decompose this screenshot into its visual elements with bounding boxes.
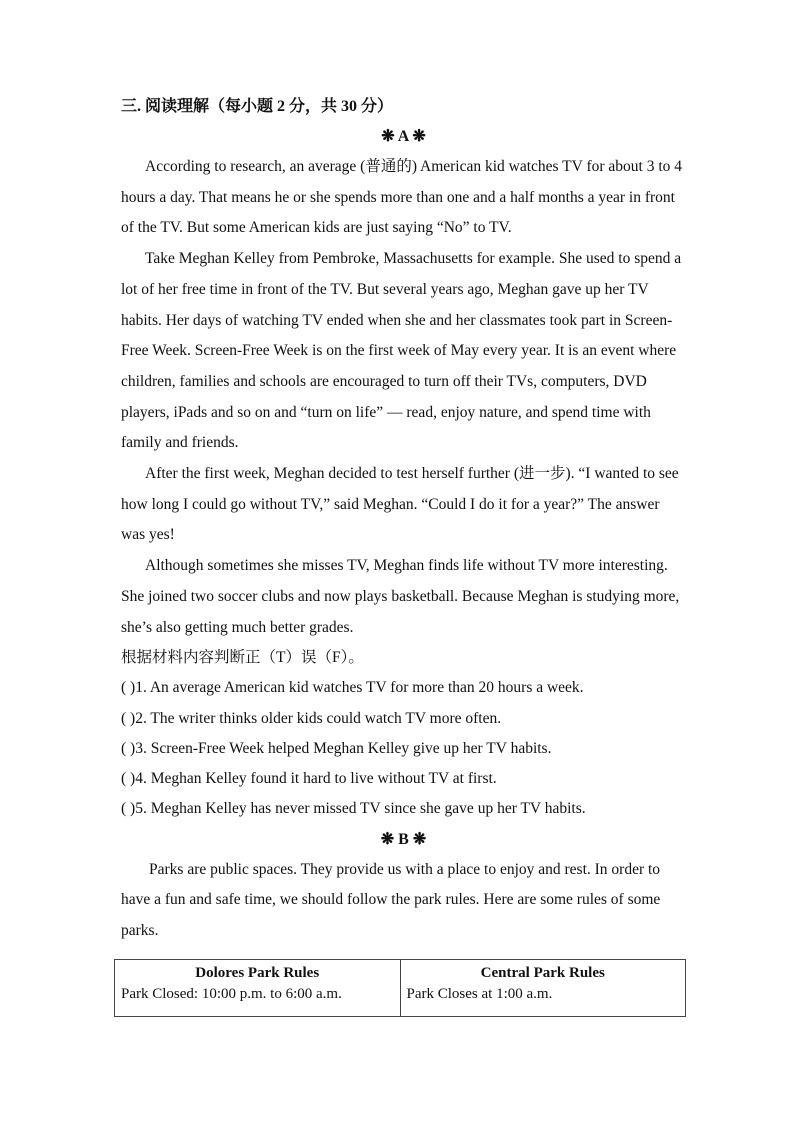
passage-a-paragraph-3: After the first week, Meghan decided to test herself further (进一步). “I wanted to see how long I could go without TV,” said Meghan. “Could I do it for a year?” The answer was yes!	[121, 465, 679, 544]
passage-a-heading: ❋ A ❋	[381, 128, 426, 145]
passage-b-intro: Parks are public spaces. They provide us with a place to enjoy and rest. In order to have a fun and safe time, we should follow the park rules. Here are some rules of some parks.	[121, 860, 661, 940]
passage-b-heading: ❋ B ❋	[380, 830, 427, 848]
question-4: ( )4. Meghan Kelley found it hard to live without TV at first.	[121, 770, 497, 788]
passage-a-paragraph-1: According to research, an average (普通的) American kid watches TV for about 3 to 4 hours a day. That means he or she spends more than one and a half months a year in front of the TV. But some American kids are just saying “No” to TV.	[121, 158, 683, 237]
dolores-park-closing: Park Closed: 10:00 p.m. to 6:00 a.m.	[115, 986, 401, 1017]
question-1: ( )1. An average American kid watches TV for more than 20 hours a week.	[121, 679, 584, 697]
true-false-instruction: 根据材料内容判断正（T）误（F）。	[121, 649, 364, 667]
question-2: ( )2. The writer thinks older kids could watch TV more often.	[121, 709, 502, 727]
passage-a	[121, 122, 686, 825]
central-park-header: Central Park Rules	[400, 960, 686, 987]
passage-a-paragraph-4: Although sometimes she misses TV, Meghan finds life without TV more interesting. She joined two soccer clubs and now plays basketball. Because Meghan is studying more, she’s also getting much better grades.	[121, 557, 680, 636]
question-list	[121, 673, 686, 824]
question-3: ( )3. Screen-Free Week helped Meghan Kelley give up her TV habits.	[121, 739, 552, 757]
section-title: 三. 阅读理解（每小题 2 分，共 30 分）	[121, 98, 394, 115]
dolores-park-header: Dolores Park Rules	[115, 960, 401, 987]
table-row	[115, 986, 686, 1017]
passage-a-paragraph-2: Take Meghan Kelley from Pembroke, Massachusetts for example. She used to spend a lot of her free time in front of the TV. But several years ago, Meghan gave up her TV habits. Her days of watching TV ended when she and her classmates took part in Screen-Free Week. Screen-Free Week is on the first week of May every year. It is an event where children, families and schools are encouraged to turn off their TVs, computers, DVD players, iPads and so on and “turn on life” — read, enjoy nature, and spend time with family and friends.	[121, 250, 682, 452]
worksheet-page	[121, 92, 686, 947]
central-park-closing: Park Closes at 1:00 a.m.	[400, 986, 686, 1017]
table-header-row	[115, 960, 686, 987]
question-5: ( )5. Meghan Kelley has never missed TV since she gave up her TV habits.	[121, 800, 586, 818]
park-rules-table	[114, 959, 686, 1017]
passage-b	[121, 825, 686, 947]
